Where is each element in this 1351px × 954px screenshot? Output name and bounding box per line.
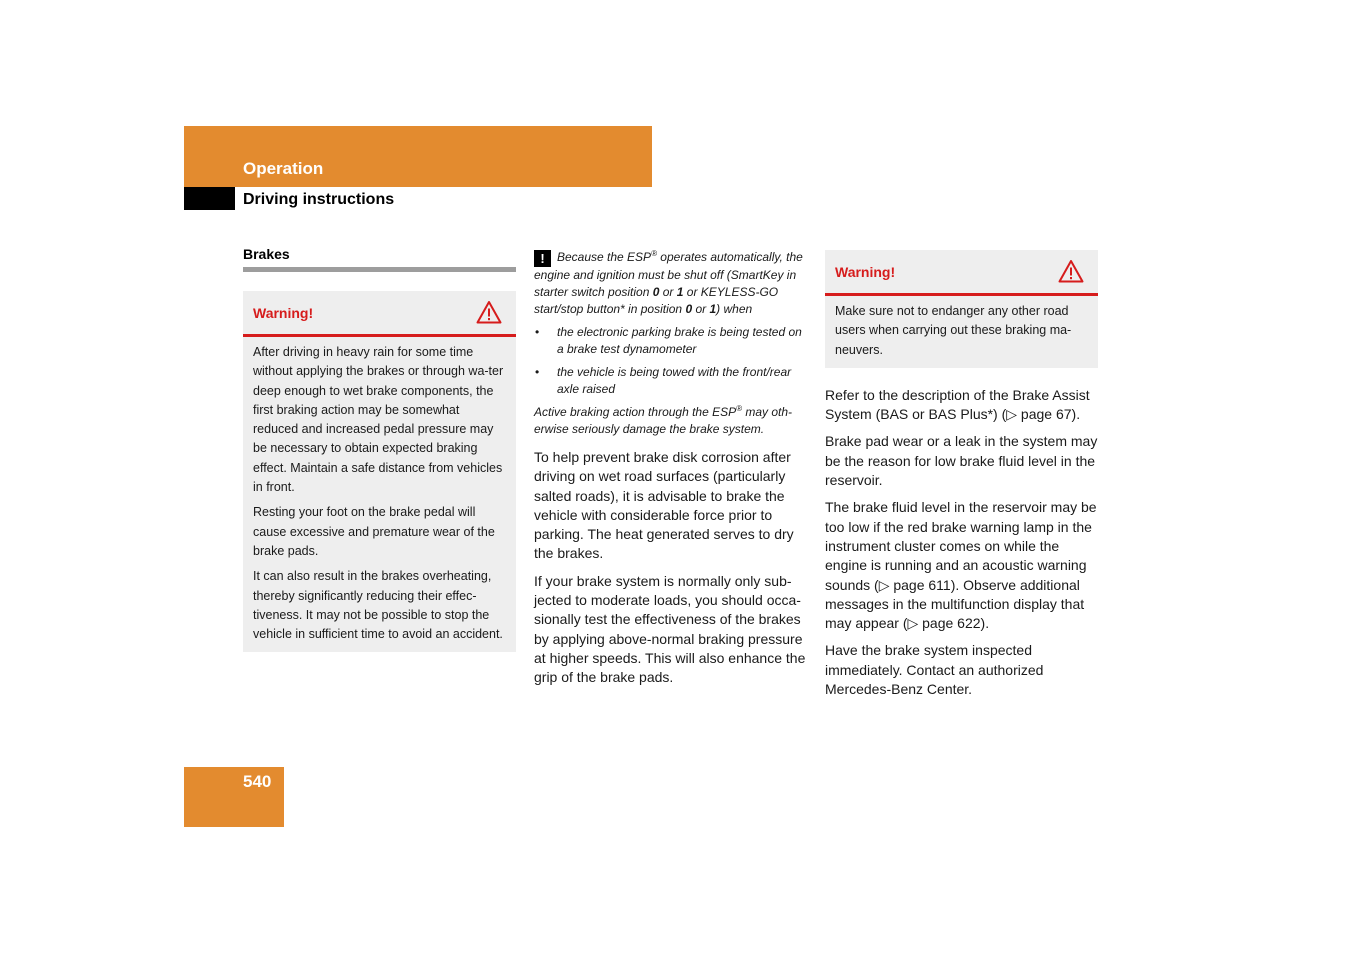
list-item: • the electronic parking brake is being tested on a brake test dynamometer	[535, 325, 802, 356]
warning-paragraph: Make sure not to endanger any other road users when carrying out these braking ma-neuvers.	[835, 304, 1072, 357]
column-middle	[534, 249, 809, 696]
column-left	[243, 245, 516, 652]
section-title: Operation	[243, 159, 324, 178]
body-text	[534, 448, 809, 688]
esp-note	[534, 249, 809, 438]
warning-paragraph: After driving in heavy rain for some time without applying the brakes or through wa-ter deep enough to wet brake components, the first braking action may be somewhat reduced and increased pedal pressure may be necessary to obtain expected braking effect. Maintain a safe distance from vehicles in front.	[253, 345, 504, 495]
bullet-icon: •	[535, 325, 540, 339]
brakes-heading: Brakes	[243, 245, 516, 272]
warning-box-rain	[243, 291, 516, 652]
subsection-title: Driving instructions	[243, 191, 395, 208]
note-intro: ! Because the ESP® operates automatically, the engine and ignition must be shut off (SmartKey in starter switch position 0 or 1 or KEYLESS-GO start/stop button* in position 0 or 1) when	[534, 249, 803, 316]
warning-header	[243, 291, 516, 337]
body-paragraph: If your brake system is normally only sub-jected to moderate loads, you should occa-sionally test the effectiveness of the brakes by applying above-normal braking pressure at higher speeds. This will also enhance the grip of the brake pads.	[534, 572, 806, 686]
note-closing: Active braking action through the ESP® may oth-erwise seriously damage the brake system.	[534, 404, 793, 436]
column-right	[825, 250, 1098, 707]
warning-paragraph: It can also result in the brakes overheating, thereby significantly reducing their effec-tiveness. It may not be possible to stop the vehicle in sufficient time to avoid an accident.	[253, 569, 503, 642]
warning-title: Warning!	[253, 305, 314, 321]
warning-body	[243, 337, 516, 652]
body-text	[825, 386, 1098, 699]
list-item: • the vehicle is being towed with the front/rear axle raised	[535, 365, 792, 396]
warning-triangle-icon	[1058, 259, 1084, 283]
warning-triangle-icon	[476, 300, 502, 324]
section-marker	[184, 187, 235, 210]
warning-title: Warning!	[835, 264, 896, 280]
warning-box-road-users	[825, 250, 1098, 368]
warning-body	[825, 296, 1098, 368]
body-paragraph: Brake pad wear or a leak in the system may be the reason for low brake fluid level in the reservoir.	[825, 433, 1098, 489]
body-paragraph: Refer to the description of the Brake Assist System (BAS or BAS Plus*) (▷ page 67).	[825, 386, 1090, 423]
warning-paragraph: Resting your foot on the brake pedal will cause excessive and premature wear of the brake pads.	[253, 505, 495, 558]
bullet-icon: •	[535, 365, 540, 379]
body-paragraph: The brake fluid level in the reservoir may be too low if the red brake warning lamp in the instrument cluster comes on while the engine is running and an acoustic warning sounds (▷ page 611). Observe additional messages in the multifunction display that may appear (▷ page 622).	[825, 499, 1097, 632]
body-paragraph: To help prevent brake disk corrosion after driving on wet road surfaces (particularly salted roads), it is advisable to brake the vehicle with considerable force prior to parking. The heat generated serves to dry the brakes.	[534, 449, 794, 562]
exclamation-icon: !	[534, 250, 551, 267]
body-paragraph: Have the brake system inspected immediately. Contact an authorized Mercedes-Benz Center.	[825, 642, 1044, 698]
warning-header	[825, 250, 1098, 296]
page-number: 540	[243, 772, 272, 791]
note-bullet-list	[534, 324, 809, 398]
